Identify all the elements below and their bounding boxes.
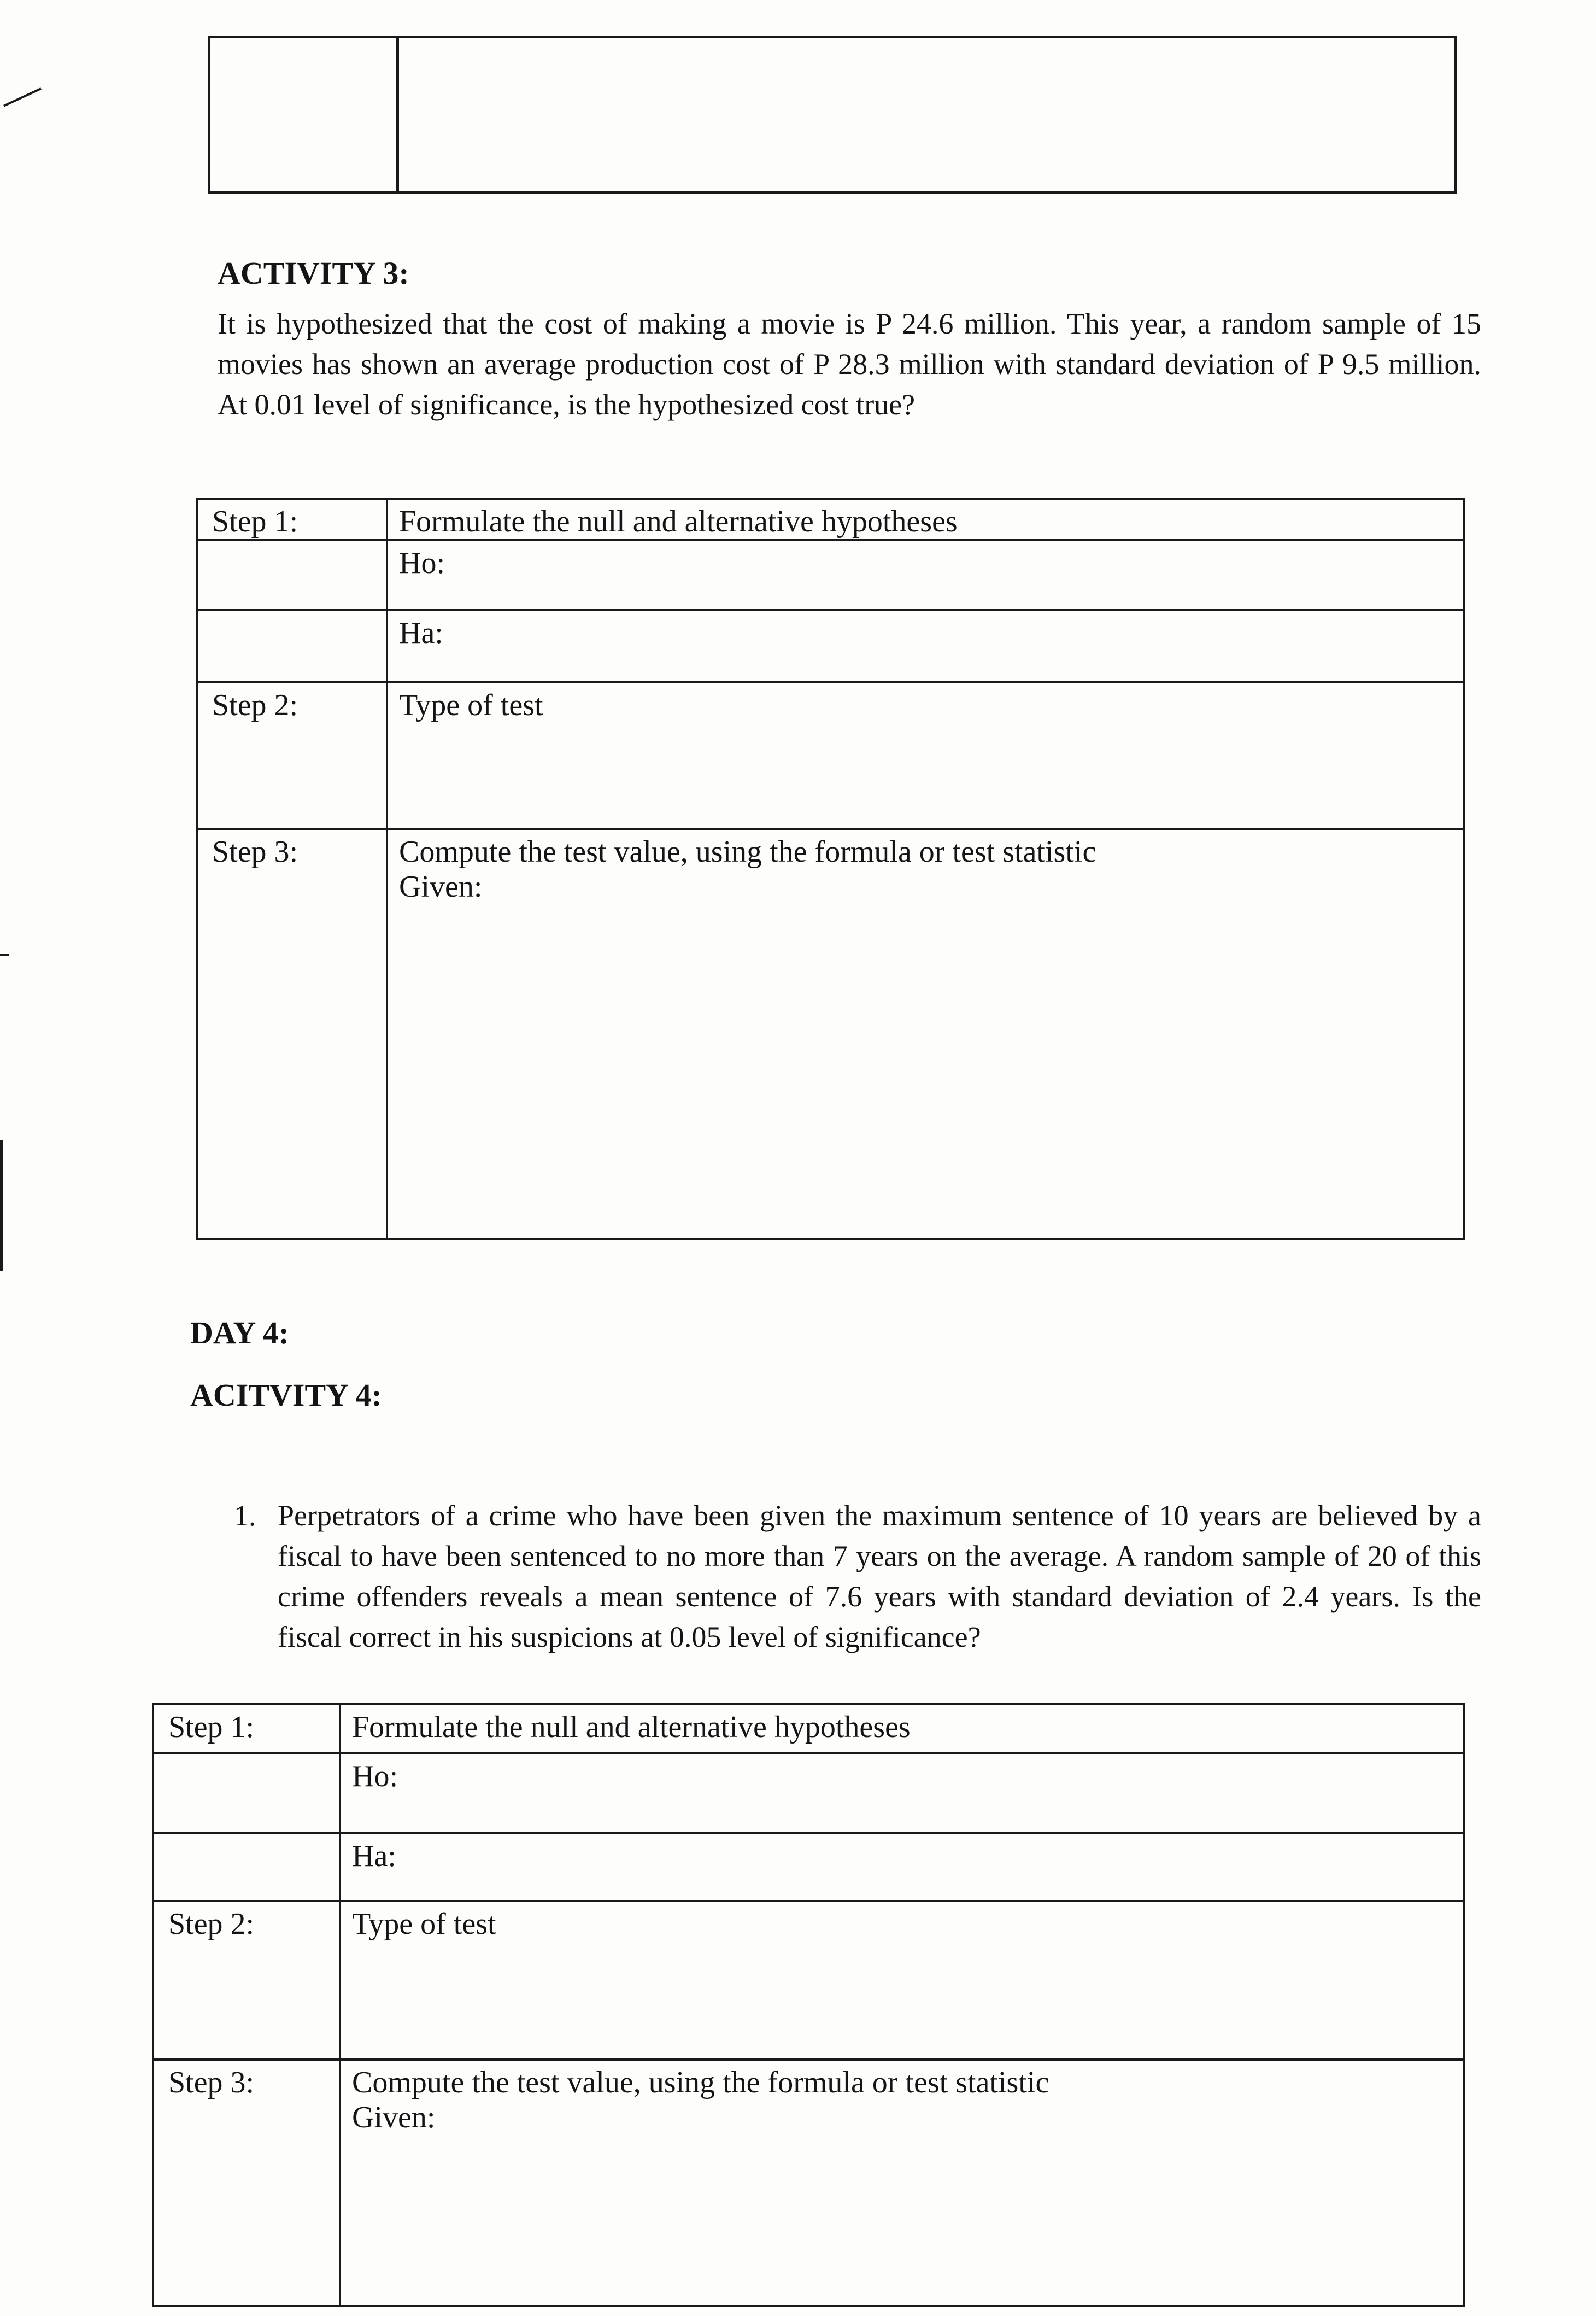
a4-step1-title: Formulate the null and alternative hypotheses xyxy=(340,1704,1464,1753)
a3-ha-blank xyxy=(197,610,387,682)
a3-ha-label: Ha: xyxy=(399,616,443,650)
a3-step2-label: Step 2: xyxy=(197,682,387,829)
a4-step2-label: Step 2: xyxy=(153,1901,340,2060)
activity3-worksheet-table xyxy=(196,498,1465,1240)
a4-ha-blank xyxy=(153,1833,340,1901)
a3-step3-title: Compute the test value, using the formula or test statistic xyxy=(399,835,1096,869)
a3-given-label: Given: xyxy=(399,870,483,904)
a4-step3-title: Compute the test value, using the formula or test statistic xyxy=(352,2066,1049,2099)
a4-step2-title: Type of test xyxy=(352,1907,496,1941)
a4-ha-label: Ha: xyxy=(352,1839,396,1873)
top-partial-box-divider xyxy=(396,38,399,191)
a3-step1-title: Formulate the null and alternative hypotheses xyxy=(387,499,1464,540)
a3-ha-cell[interactable] xyxy=(387,610,1464,682)
a4-step1-label: Step 1: xyxy=(153,1704,340,1753)
activity4-problem-text: Perpetrators of a crime who have been given the maximum sentence of 10 years are believed by a fiscal to have been sentenced to no more than 7 years on the average. A random sample of 20 of this crime offenders reveals a mean sentence of 7.6 years with standard deviation of 2.4 years. Is the fiscal correct in his suspicions at 0.05 level of significance? xyxy=(278,1499,1481,1653)
a4-step2-cell[interactable] xyxy=(340,1901,1464,2060)
activity4-worksheet-table xyxy=(152,1703,1465,2307)
a4-ha-cell[interactable] xyxy=(340,1833,1464,1901)
a4-ho-cell[interactable] xyxy=(340,1753,1464,1833)
a4-step3-cell[interactable] xyxy=(340,2060,1464,2306)
a4-ho-blank xyxy=(153,1753,340,1833)
activity3-heading: ACTIVITY 3: xyxy=(218,255,409,291)
a3-step2-title: Type of test xyxy=(399,688,543,722)
day4-heading: DAY 4: xyxy=(190,1315,289,1350)
scan-mark-left-1 xyxy=(0,954,9,956)
scan-mark-left-2 xyxy=(0,1140,3,1271)
top-partial-box xyxy=(208,36,1457,194)
a3-step3-label: Step 3: xyxy=(197,829,387,1239)
a3-step3-cell[interactable] xyxy=(387,829,1464,1239)
a4-step3-label: Step 3: xyxy=(153,2060,340,2306)
a3-ho-label: Ho: xyxy=(399,546,445,580)
scan-mark-top-left xyxy=(3,87,42,107)
a4-given-label: Given: xyxy=(352,2101,436,2134)
a3-ho-blank xyxy=(197,540,387,610)
activity4-heading: ACITVITY 4: xyxy=(190,1377,382,1413)
a3-step1-label: Step 1: xyxy=(197,499,387,540)
activity3-problem-text: It is hypothesized that the cost of making a movie is P 24.6 million. This year, a random sample of 15 movies has shown an average production cost of P 28.3 million with standard deviation of P 9.5 million. At 0.01 level of significance, is the hypothesized cost true? xyxy=(218,307,1481,421)
a3-ho-cell[interactable] xyxy=(387,540,1464,610)
a3-step2-cell[interactable] xyxy=(387,682,1464,829)
activity4-problem-number: 1. xyxy=(234,1499,256,1532)
a4-ho-label: Ho: xyxy=(352,1759,398,1793)
